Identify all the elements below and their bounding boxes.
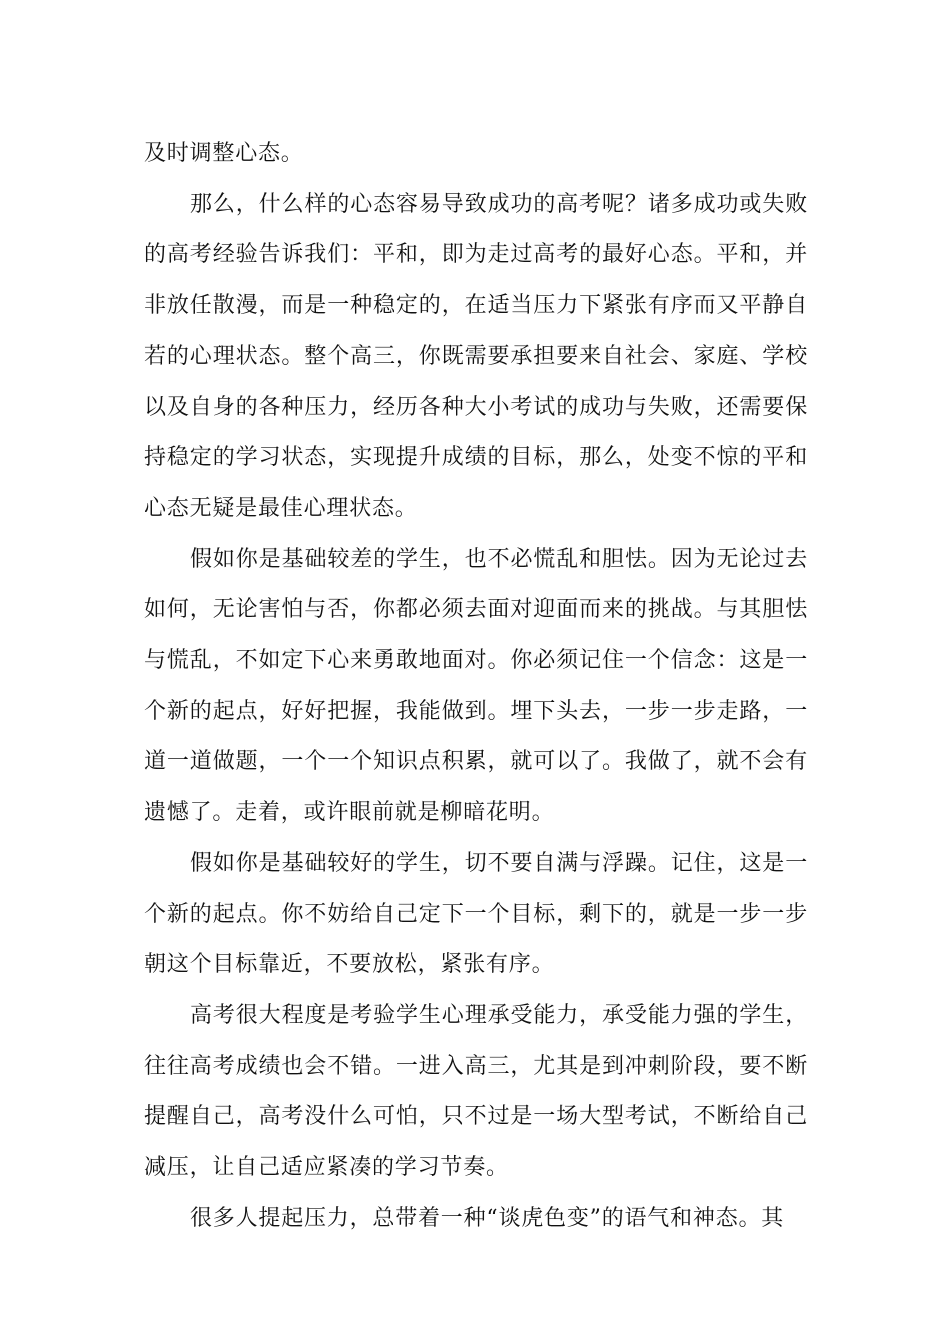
- body-text: [144, 129, 808, 1244]
- paragraph: 那么，什么样的心态容易导致成功的高考呢？诸多成功或失败的高考经验告诉我们：平和，即为走过高考的最好心态。平和，并非放任散漫，而是一种稳定的，在适当压力下紧张有序而又平静自若的心理状态。整个高三，你既需要承担要来自社会、家庭、学校以及自身的各种压力，经历各种大小考试的成功与失败，还需要保持稳定的学习状态，实现提升成绩的目标，那么，处变不惊的平和心态无疑是最佳心理状态。: [144, 191, 808, 521]
- paragraph: 假如你是基础较差的学生，也不必慌乱和胆怯。因为无论过去如何，无论害怕与否，你都必须去面对迎面而来的挑战。与其胆怯与慌乱，不如定下心来勇敢地面对。你必须记住一个信念：这是一个新的起点，好好把握，我能做到。埋下头去，一步一步走路，一道一道做题，一个一个知识点积累，就可以了。我做了，就不会有遗憾了。走着，或许眼前就是柳暗花明。: [144, 546, 808, 826]
- paragraph: 假如你是基础较好的学生，切不要自满与浮躁。记住，这是一个新的起点。你不妨给自己定下一个目标，剩下的，就是一步一步朝这个目标靠近，不要放松，紧张有序。: [144, 850, 808, 978]
- paragraph: 很多人提起压力，总带着一种“谈虎色变”的语气和神态。其: [190, 1205, 785, 1231]
- paragraph-continuation: 及时调整心态。: [144, 141, 304, 166]
- paragraph: 高考很大程度是考验学生心理承受能力，承受能力强的学生，往往高考成绩也会不错。一进入高三，尤其是到冲刺阶段，要不断提醒自己，高考没什么可怕，只不过是一场大型考试，不断给自己减压，让自己适应紧凑的学习节奏。: [144, 1002, 808, 1181]
